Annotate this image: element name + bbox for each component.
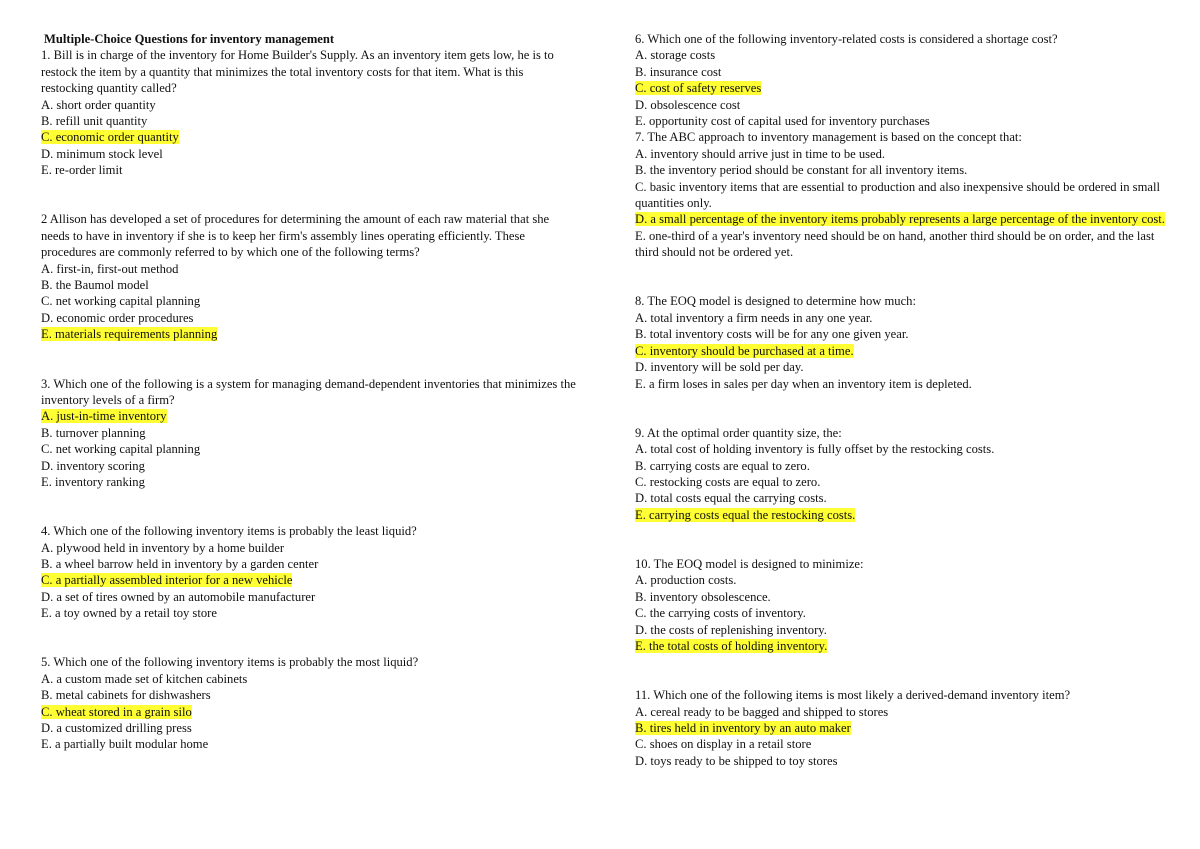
answer-option xyxy=(635,458,1165,474)
option-text: A. total cost of holding inventory is fully offset by the restocking costs. xyxy=(635,442,995,457)
answer-option xyxy=(635,47,1165,63)
answer-option xyxy=(41,425,576,441)
answer-option-highlighted xyxy=(41,326,576,342)
answer-option-highlighted xyxy=(635,211,1165,227)
answer-option xyxy=(635,162,1165,178)
answer-option xyxy=(41,736,576,752)
option-text: A. production costs. xyxy=(635,573,737,588)
question-text: 8. The EOQ model is designed to determine how much: xyxy=(635,294,916,309)
answer-option xyxy=(635,753,1165,769)
question-block xyxy=(41,654,576,752)
answer-option xyxy=(635,310,1165,326)
answer-option xyxy=(635,605,1165,621)
option-text: C. wheat stored in a grain silo xyxy=(41,704,192,719)
question-text: 9. At the optimal order quantity size, the: xyxy=(635,425,842,440)
option-text: B. insurance cost xyxy=(635,64,722,79)
answer-option xyxy=(41,261,576,277)
option-text: D. economic order procedures xyxy=(41,310,194,325)
answer-option-highlighted xyxy=(635,720,1165,736)
question-block xyxy=(635,687,1165,769)
option-text: B. metal cabinets for dishwashers xyxy=(41,688,211,703)
option-text: A. total inventory a firm needs in any one year. xyxy=(635,310,873,325)
option-text: C. economic order quantity xyxy=(41,130,179,145)
answer-option xyxy=(635,736,1165,752)
question-text: 10. The EOQ model is designed to minimize: xyxy=(635,556,864,571)
answer-option xyxy=(41,720,576,736)
answer-option-highlighted xyxy=(41,704,576,720)
question-text: 1. Bill is in charge of the inventory for Home Builder's Supply. As an inventory item gets low, he is to restock the item by a quantity that minimizes the total inventory costs for that item. What is this restocking quantity called? xyxy=(41,48,554,96)
answer-option xyxy=(635,589,1165,605)
answer-option-highlighted xyxy=(635,80,1165,96)
option-text: A. plywood held in inventory by a home builder xyxy=(41,540,285,555)
option-text: C. shoes on display in a retail store xyxy=(635,737,812,752)
answer-option xyxy=(635,704,1165,720)
option-text: A. just-in-time inventory xyxy=(41,409,167,424)
option-text: E. a firm loses in sales per day when an inventory item is depleted. xyxy=(635,376,972,391)
option-text: A. cereal ready to be bagged and shipped to stores xyxy=(635,704,889,719)
right-column xyxy=(635,31,1165,769)
option-text: A. inventory should arrive just in time to be used. xyxy=(635,146,886,161)
question-block xyxy=(41,376,576,491)
left-column xyxy=(41,31,576,753)
option-text: C. the carrying costs of inventory. xyxy=(635,606,806,621)
option-text: E. carrying costs equal the restocking costs. xyxy=(635,507,856,522)
answer-option xyxy=(635,622,1165,638)
option-text: B. tires held in inventory by an auto maker xyxy=(635,721,851,735)
question-block xyxy=(635,556,1165,654)
answer-option xyxy=(635,441,1165,457)
option-text: C. net working capital planning xyxy=(41,294,201,309)
answer-option xyxy=(635,572,1165,588)
question-block xyxy=(41,211,576,342)
option-text: A. short order quantity xyxy=(41,97,156,112)
answer-option xyxy=(635,228,1165,261)
option-text: C. net working capital planning xyxy=(41,442,201,457)
answer-option-highlighted xyxy=(635,638,1165,654)
option-text: B. a wheel barrow held in inventory by a garden center xyxy=(41,556,319,571)
question-text: 2 Allison has developed a set of procedures for determining the amount of each raw material that she needs to have in inventory if she is to keep her firm's assembly lines operating efficiently. These procedures are commonly referred to by which one of the following terms? xyxy=(41,212,550,260)
answer-option xyxy=(635,376,1165,392)
option-text: C. inventory should be purchased at a time. xyxy=(635,343,854,358)
answer-option-highlighted xyxy=(41,129,576,145)
option-text: E. materials requirements planning xyxy=(41,327,218,342)
answer-option xyxy=(41,458,576,474)
answer-option xyxy=(41,589,576,605)
answer-option xyxy=(635,97,1165,113)
answer-option xyxy=(41,556,576,572)
option-text: C. cost of safety reserves xyxy=(635,81,762,96)
answer-option xyxy=(41,605,576,621)
option-text: B. turnover planning xyxy=(41,425,146,440)
option-text: D. a small percentage of the inventory items probably represents a large percentage of the inventory cost. xyxy=(635,212,1165,227)
option-text: E. the total costs of holding inventory. xyxy=(635,638,828,653)
answer-option xyxy=(41,474,576,490)
option-text: B. refill unit quantity xyxy=(41,114,148,129)
option-text: D. a customized drilling press xyxy=(41,721,192,735)
document-title: Multiple-Choice Questions for inventory management xyxy=(44,32,335,46)
answer-option-highlighted xyxy=(41,572,576,588)
option-text: D. minimum stock level xyxy=(41,146,163,161)
answer-option xyxy=(41,293,576,309)
question-text: 6. Which one of the following inventory-related costs is considered a shortage cost? xyxy=(635,32,1058,46)
answer-option xyxy=(635,359,1165,375)
answer-option xyxy=(41,441,576,457)
question-block xyxy=(41,523,576,621)
option-text: C. restocking costs are equal to zero. xyxy=(635,474,821,489)
option-text: D. inventory will be sold per day. xyxy=(635,360,804,375)
answer-option xyxy=(41,162,576,178)
option-text: E. opportunity cost of capital used for inventory purchases xyxy=(635,114,930,129)
option-text: E. a partially built modular home xyxy=(41,737,209,752)
option-text: D. the costs of replenishing inventory. xyxy=(635,622,827,637)
option-text: C. basic inventory items that are essential to production and also inexpensive should be ordered in small quantities only. xyxy=(635,179,1160,211)
answer-option xyxy=(635,64,1165,80)
answer-option xyxy=(41,540,576,556)
question-text: 5. Which one of the following inventory items is probably the most liquid? xyxy=(41,655,419,670)
answer-option xyxy=(41,671,576,687)
question-text: 11. Which one of the following items is most likely a derived-demand inventory item? xyxy=(635,688,1071,703)
answer-option xyxy=(635,474,1165,490)
option-text: B. inventory obsolescence. xyxy=(635,589,771,604)
option-text: A. a custom made set of kitchen cabinets xyxy=(41,671,248,686)
option-text: A. storage costs xyxy=(635,48,716,63)
option-text: D. toys ready to be shipped to toy stores xyxy=(635,753,838,768)
option-text: B. carrying costs are equal to zero. xyxy=(635,458,810,473)
answer-option xyxy=(41,687,576,703)
answer-option xyxy=(41,310,576,326)
question-text: 3. Which one of the following is a system for managing demand-dependent inventories that minimizes the inventory levels of a firm? xyxy=(41,376,576,407)
question-text: 4. Which one of the following inventory items is probably the least liquid? xyxy=(41,524,417,539)
option-text: E. re-order limit xyxy=(41,163,123,178)
answer-option-highlighted xyxy=(635,507,1165,523)
option-text: B. the Baumol model xyxy=(41,278,149,293)
option-text: D. a set of tires owned by an automobile manufacturer xyxy=(41,589,316,604)
option-text: B. total inventory costs will be for any one given year. xyxy=(635,327,909,342)
question-text: 7. The ABC approach to inventory management is based on the concept that: xyxy=(635,130,1022,145)
question-block xyxy=(635,129,1165,260)
option-text: D. inventory scoring xyxy=(41,458,145,473)
option-text: C. a partially assembled interior for a new vehicle xyxy=(41,573,293,588)
option-text: D. obsolescence cost xyxy=(635,97,741,112)
question-block xyxy=(41,47,576,178)
option-text: A. first-in, first-out method xyxy=(41,261,179,276)
option-text: E. one-third of a year's inventory need should be on hand, another third should be on order, and the last third should not be ordered yet. xyxy=(635,228,1155,260)
answer-option xyxy=(41,113,576,129)
answer-option xyxy=(41,97,576,113)
answer-option xyxy=(635,146,1165,162)
answer-option xyxy=(41,146,576,162)
answer-option-highlighted xyxy=(41,408,576,424)
option-text: E. a toy owned by a retail toy store xyxy=(41,606,217,621)
answer-option xyxy=(635,113,1165,129)
option-text: D. total costs equal the carrying costs. xyxy=(635,491,827,506)
question-block xyxy=(635,293,1165,391)
answer-option xyxy=(635,179,1165,212)
answer-option-highlighted xyxy=(635,343,1165,359)
option-text: E. inventory ranking xyxy=(41,474,145,489)
answer-option xyxy=(41,277,576,293)
question-block xyxy=(635,31,1165,129)
answer-option xyxy=(635,326,1165,342)
question-block xyxy=(635,425,1165,523)
answer-option xyxy=(635,490,1165,506)
option-text: B. the inventory period should be constant for all inventory items. xyxy=(635,163,968,178)
